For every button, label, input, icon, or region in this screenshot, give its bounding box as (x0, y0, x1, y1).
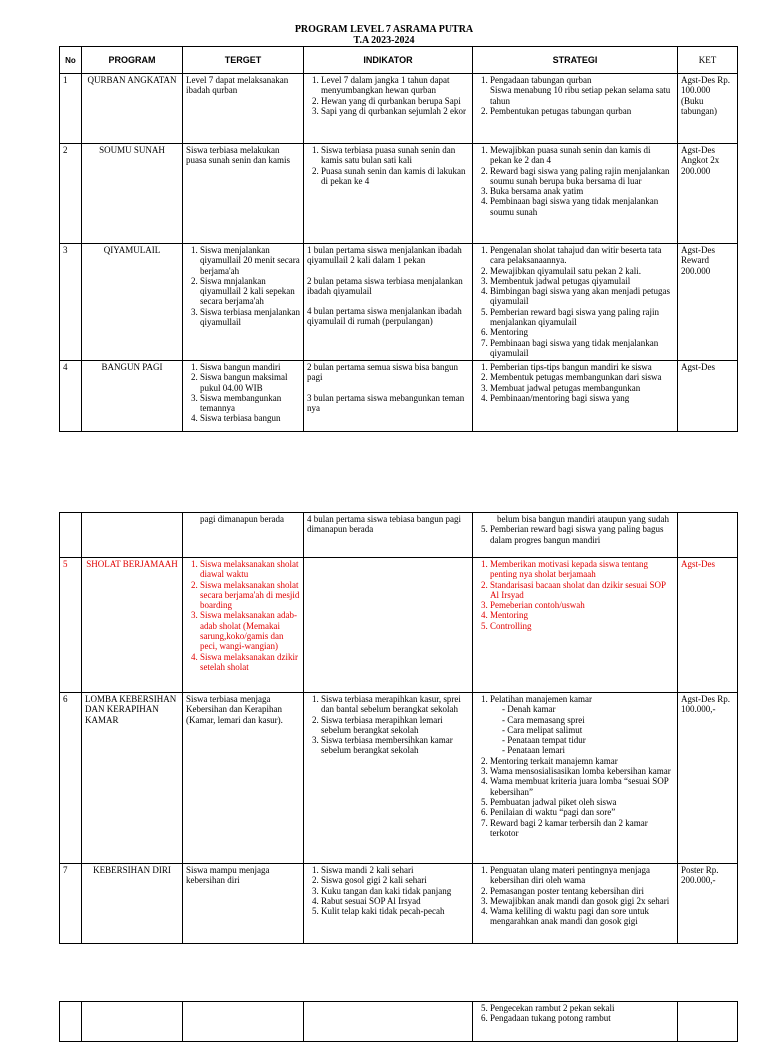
list-item: - Penataan tempat tidur (502, 735, 674, 745)
list-item: 1. Pelatihan manajemen kamar - Denah kamar - Cara memasang sprei - Cara melipat salimut - Penataan tempat tidur - Penataan lemari (490, 694, 674, 756)
table-row (60, 864, 738, 944)
indicator-text: 3 bulan pertama siswa mebangunkan teman nya (307, 392, 465, 413)
row-number (60, 1002, 82, 1042)
indicator-cell (304, 1002, 473, 1042)
list-item: - Cara melipat salimut (502, 725, 674, 735)
list-item: 2. Siswa gosol gigi 2 kali sehari (321, 875, 469, 885)
table-row (60, 558, 738, 693)
list-item: - Penataan lemari (502, 745, 674, 755)
indicator-cell: 4 bulan pertama siswa tebiasa bangun pagi dimanapun berada (304, 513, 473, 558)
header-row (60, 47, 738, 74)
list-item: 4. Wama membuat kriteria juara lomba “sesuai SOP kebersihan” (490, 776, 674, 797)
list-item: 4. Pembinaan/mentoring bagi siswa yang (490, 393, 674, 403)
table-row (60, 1002, 738, 1042)
list-item: 7. Reward bagi 2 kamar terbersih dan 2 kamar terkotor (490, 818, 674, 839)
program-name (82, 1002, 183, 1042)
indicator-text: 2 bulan petama siswa terbiasa menjalankan ibadah qiyamulail (307, 275, 463, 296)
header-ket: KET (678, 47, 738, 74)
list-item: 3. Pemeberian contoh/uswah (490, 600, 674, 610)
list-item: 4. Siswa terbiasa bangun (200, 413, 300, 423)
header-program: PROGRAM (82, 47, 183, 74)
list-item: 1. Pengadaan tabungan qurban Siswa menabung 10 ribu setiap pekan selama satu tahun (490, 75, 674, 106)
indicator-cell (304, 693, 473, 864)
program-table-page-1 (59, 46, 738, 432)
list-item: 2. Pemasangan poster tentang kebersihan diri (490, 886, 674, 896)
list-item: 1. Siswa terbiasa puasa sunah senin dan kamis satu bulan sati kali (321, 145, 469, 166)
table-row (60, 144, 738, 244)
ket-cell (678, 1002, 738, 1042)
list-item: 2. Siswa mnjalankan qiyamullail 2 kali sepekan secara berjama'ah (200, 276, 300, 307)
table-row (60, 244, 738, 361)
table-row (60, 513, 738, 558)
list-item: 3. Wama mensosialisasikan lomba kebersihan kamar (490, 766, 674, 776)
program-name: SOUMU SUNAH (82, 144, 183, 244)
list-item: 1. Pengenalan sholat tahajud dan witir beserta tata cara pelaksanaannya. (490, 245, 674, 266)
list-item: 1. Level 7 dalam jangka 1 tahun dapat menyumbangkan hewan qurban (321, 75, 469, 96)
strategy-cell (473, 74, 678, 144)
list-item: 6. Pengadaan tukang potong rambut (490, 1013, 674, 1023)
target-cell: Siswa terbiasa melakukan puasa sunah senin dan kamis (183, 144, 304, 244)
list-item: 1. Memberikan motivasi kepada siswa tentang penting nya sholat berjamaah (490, 559, 674, 580)
ket-cell: Agst-Des (678, 558, 738, 693)
target-cell (183, 513, 304, 558)
strategy-cell (473, 513, 678, 558)
strategy-cell (473, 558, 678, 693)
target-cell: Level 7 dapat melaksanakan ibadah qurban (183, 74, 304, 144)
list-item: 1. Siswa menjalankan qiyamullail 20 menit secara berjama'ah (200, 245, 300, 276)
list-item: 1. Siswa melaksanakan sholat diawal waktu (200, 559, 300, 580)
strategy-cell (473, 361, 678, 432)
list-item: 2. Reward bagi siswa yang paling rajin menjalankan soumu sunah berupa buka bersama di luar (490, 166, 674, 187)
strategy-cell (473, 244, 678, 361)
list-item: 3. Buka bersama anak yatim (490, 186, 674, 196)
program-name: QURBAN ANGKATAN (82, 74, 183, 144)
strategy-cell (473, 693, 678, 864)
header-no: No (60, 47, 82, 74)
list-item: 3. Siswa terbiasa membersihkan kamar sebelum berangkat sekolah (321, 735, 469, 756)
list-item: 1. Penguatan ulang materi pentingnya menjaga kebersihan diri oleh wama (490, 865, 674, 886)
list-item: 2. Siswa melaksanakan sholat secara berjama'ah di mesjid boarding (200, 580, 300, 611)
list-item: 5. Pemberian reward bagi siswa yang paling bagus dalam progres bangun mandiri (490, 524, 674, 545)
list-item: 2. Hewan yang di qurbankan berupa Sapi (321, 96, 469, 106)
list-item: - Cara memasang sprei (502, 715, 674, 725)
table-row (60, 693, 738, 864)
list-item: 3. Siswa membangunkan temannya (200, 393, 300, 414)
list-item: 1. Mewajibkan puasa sunah senin dan kamis di pekan ke 2 dan 4 (490, 145, 674, 166)
list-item: 5. Pemberian reward bagi siswa yang paling rajin menjalankan qiyamulail (490, 307, 674, 328)
list-item: 1. Siswa bangun mandiri (200, 362, 300, 372)
list-item: 3. Siswa melaksanakan adab-adab sholat (Memakai sarung,koko/gamis dan peci, wangi-wangian) (200, 610, 300, 651)
list-item: 2. Siswa bangun maksimal pukul 04.00 WIB (200, 372, 300, 393)
indicator-text: 1 bulan pertama siswa menjalankan ibadah qiyamullail 2 kali dalam 1 pekan (307, 245, 462, 266)
program-table-page-3 (59, 1001, 738, 1042)
list-item: 4. Wama keliling di waktu pagi dan sore untuk mengarahkan anak mandi dan gosok gigi (490, 906, 674, 927)
list-item: 3. Siswa terbiasa menjalankan qiyamullail (200, 307, 300, 328)
row-number: 2 (60, 144, 82, 244)
list-item: - Denah kamar (502, 704, 674, 714)
target-continuation: pagi dimanapun berada (200, 514, 284, 524)
list-item: 2. Mentoring terkait manajemn kamar (490, 756, 674, 766)
target-cell (183, 1002, 304, 1042)
program-name: LOMBA KEBERSIHAN DAN KERAPIHAN KAMAR (82, 693, 183, 864)
list-item: 3. Sapi yang di qurbankan sejumlah 2 ekor (321, 106, 469, 116)
list-item: 1. Pemberian tips-tips bangun mandiri ke siswa (490, 362, 674, 372)
list-item: 5. Controlling (490, 621, 674, 631)
row-number: 3 (60, 244, 82, 361)
indicator-cell (304, 361, 473, 432)
ket-cell: Agst-Des Rp. 100.000,- (678, 693, 738, 864)
list-item: 4. Bimbingan bagi siswa yang akan menjadi petugas qiyamulail (490, 286, 674, 307)
sub-list (490, 704, 674, 755)
sub-note: Siswa menabung 10 ribu setiap pekan selama satu tahun (490, 85, 671, 106)
header-indikator: INDIKATOR (304, 47, 473, 74)
list-item: 3. Membentuk jadwal petugas qiyamulail (490, 276, 674, 286)
ket-cell: Agst-Des Rp. 100.000 (Buku tabungan) (678, 74, 738, 144)
list-item: 2. Mewajibkan qiyamulail satu pekan 2 kali. (490, 266, 674, 276)
ket-cell: Agst-Des (678, 361, 738, 432)
list-item: 6. Mentoring (490, 327, 674, 337)
strategy-continuation: belum bisa bangun mandiri ataupun yang sudah (497, 514, 669, 524)
indicator-cell (304, 74, 473, 144)
ket-cell: Agst-Des Angkot 2x 200.000 (678, 144, 738, 244)
program-name: SHOLAT BERJAMAAH (82, 558, 183, 693)
indicator-cell (304, 558, 473, 693)
list-item: 5. Kulit telap kaki tidak pecah-pecah (321, 906, 469, 916)
target-cell (183, 244, 304, 361)
list-item: 2. Puasa sunah senin dan kamis di lakukan di pekan ke 4 (321, 166, 469, 187)
program-name: KEBERSIHAN DIRI (82, 864, 183, 944)
row-number: 7 (60, 864, 82, 944)
row-number (60, 513, 82, 558)
ket-cell: Poster Rp. 200.000,- (678, 864, 738, 944)
indicator-cell (304, 144, 473, 244)
indicator-text: 2 bulan pertama semua siswa bisa bangun pagi (307, 362, 458, 383)
list-item: 4. Siswa melaksanakan dzikir setelah sholat (200, 652, 300, 673)
row-number: 5 (60, 558, 82, 693)
table-row (60, 361, 738, 432)
list-item: 2. Membentuk petugas membangunkan dari siswa (490, 372, 674, 382)
ket-cell (678, 513, 738, 558)
row-number: 6 (60, 693, 82, 864)
row-number: 1 (60, 74, 82, 144)
list-item: 2. Standarisasi bacaan sholat dan dzikir sesuai SOP Al Irsyad (490, 580, 674, 601)
target-cell: Siswa mampu menjaga kebersihan diri (183, 864, 304, 944)
list-item: 3. Mewajibkan anak mandi dan gosok gigi 2x sehari (490, 896, 674, 906)
header-terget: TERGET (183, 47, 304, 74)
program-table-page-2 (59, 512, 738, 944)
list-item: 6. Penilaian di waktu “pagi dan sore” (490, 807, 674, 817)
document-subtitle: T.A 2023-2024 (353, 35, 415, 46)
program-name (82, 513, 183, 558)
list-item: 4. Rabut sesuai SOP Al Irsyad (321, 896, 469, 906)
header-strategi: STRATEGI (473, 47, 678, 74)
list-item: 4. Mentoring (490, 610, 674, 620)
list-item: 2. Siswa terbiasa merapihkan lemari sebelum berangkat sekolah (321, 715, 469, 736)
list-item: 1. Siswa terbiasa merapihkan kasur, sprei dan bantal sebelum berangkat sekolah (321, 694, 469, 715)
program-name: BANGUN PAGI (82, 361, 183, 432)
strategy-cell (473, 1002, 678, 1042)
list-item: 3. Kuku tangan dan kaki tidak panjang (321, 886, 469, 896)
list-item: 5. Pengecekan rambut 2 pekan sekali (490, 1003, 674, 1013)
list-item: 5. Pembuatan jadwal piket oleh siswa (490, 797, 674, 807)
indicator-cell (304, 864, 473, 944)
ket-cell: Agst-Des Reward 200.000 (678, 244, 738, 361)
list-item: 7. Pembinaan bagi siswa yang tidak menjalankan qiyamulail (490, 338, 674, 359)
list-item: 1. Siswa mandi 2 kali sehari (321, 865, 469, 875)
list-item: 2. Pembentukan petugas tabungan qurban (490, 106, 674, 116)
row-number: 4 (60, 361, 82, 432)
strategy-cell (473, 864, 678, 944)
table-row (60, 74, 738, 144)
indicator-cell (304, 244, 473, 361)
indicator-text: 4 bulan pertama siswa menjalankan ibadah qiyamulail di rumah (perpulangan) (307, 306, 462, 327)
target-cell (183, 558, 304, 693)
list-item: 4. Pembinaan bagi siswa yang tidak menjalankan soumu sunah (490, 196, 674, 217)
target-cell: Siswa terbiasa menjaga Kebersihan dan Kerapihan (Kamar, lemari dan kasur). (183, 693, 304, 864)
document-title: PROGRAM LEVEL 7 ASRAMA PUTRA (294, 24, 474, 35)
list-item: 3. Membuat jadwal petugas membangunkan (490, 383, 674, 393)
program-name: QIYAMULAIL (82, 244, 183, 361)
strategy-cell (473, 144, 678, 244)
target-cell (183, 361, 304, 432)
